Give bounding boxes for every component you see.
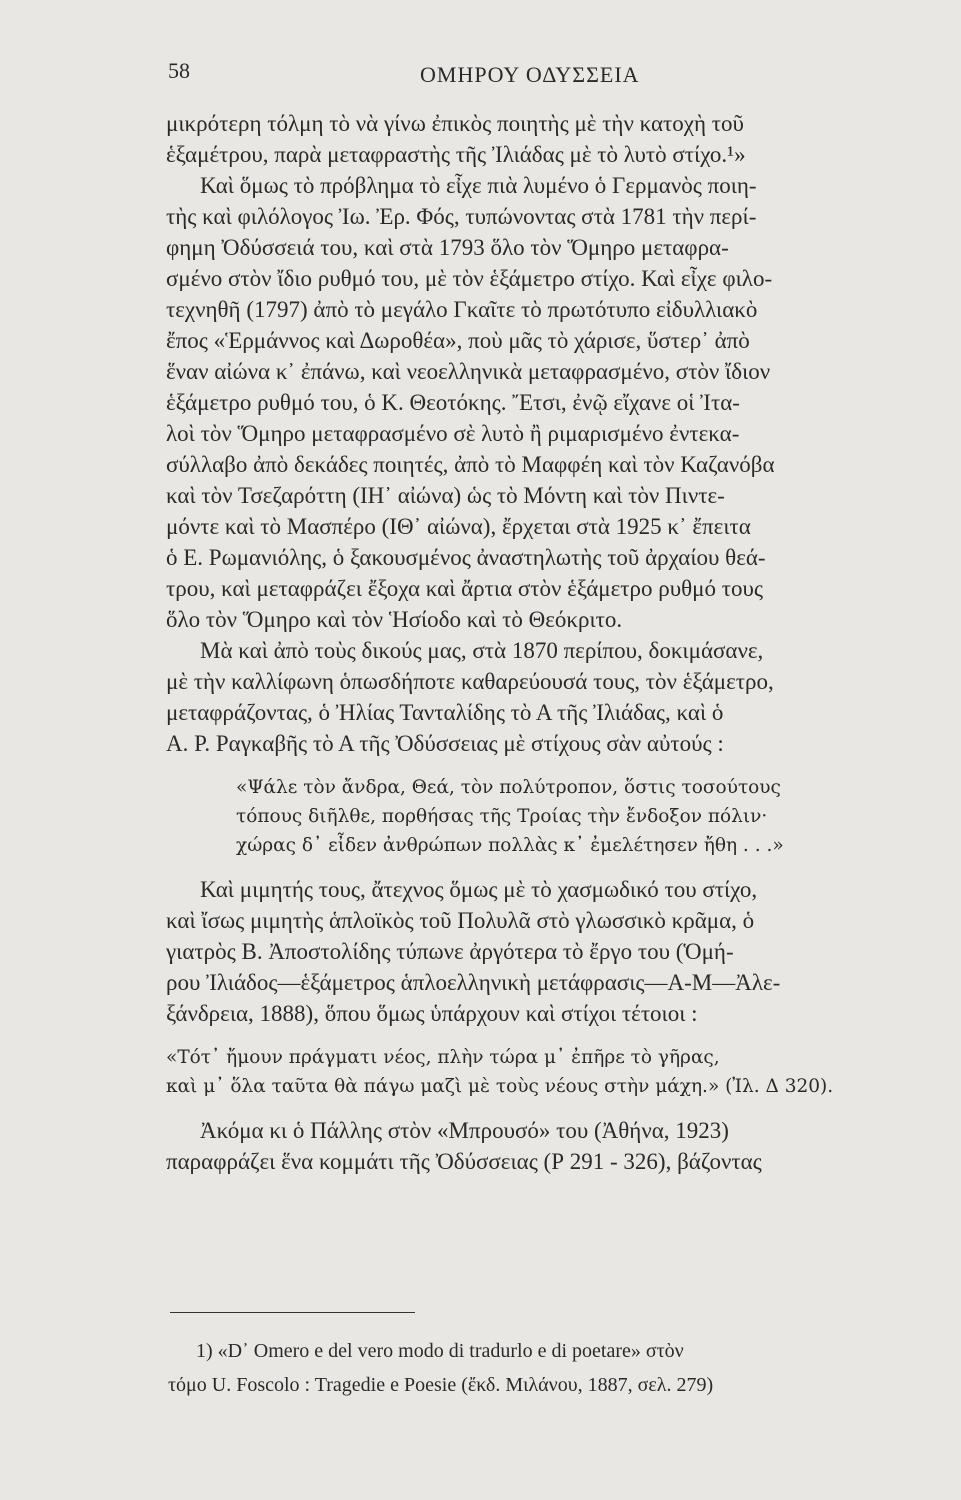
paragraph-4	[166, 874, 931, 1029]
page-number: 58	[168, 58, 190, 83]
text-line: μικρότερη τόλμη τὸ νὰ γίνω ἐπικὸς ποιητὴς μὲ τὴν κατοχὴ τοῦ	[166, 111, 744, 136]
spacer	[166, 759, 931, 773]
text-line: παραφράζει ἕνα κομμάτι τῆς Ὀδύσσειας (Ρ 291 - 326), βάζοντας	[166, 1149, 762, 1174]
spacer	[166, 1101, 931, 1115]
text-line: μόντε καὶ τὸ Μασπέρο (ΙΘ᾽ αἰώνα), ἔρχεται στὰ 1925 κ᾽ ἔπειτα	[166, 514, 751, 539]
text-line: Ἀκόμα κι ὁ Πάλλης στὸν «Μπρουσό» του (Ἀθήνα, 1923)	[200, 1118, 729, 1143]
footnote-divider	[170, 1312, 415, 1313]
text-line: ξάνδρεια, 1888), ὅπου ὅμως ὑπάρχουν καὶ στίχοι τέτοιοι :	[166, 1001, 698, 1026]
text-line: μὲ τὴν καλλίφωνη ὁπωσδήποτε καθαρεύουσά τους, τὸν ἑξάμετρο,	[166, 669, 774, 694]
text-line: ἑξαμέτρου, παρὰ μεταφραστὴς τῆς Ἰλιάδας μὲ τὸ λυτὸ στίχο.¹»	[166, 142, 746, 167]
footnote	[168, 1334, 933, 1402]
verse-line: «Ψάλε τὸν ἄνδρα, Θεά, τὸν πολύτροπον, ὅστις τοσούτους	[236, 777, 781, 798]
text-line: ἕναν αἰώνα κ᾽ ἐπάνω, καὶ νεοελληνικὰ μεταφρασμένο, στὸν ἴδιον	[166, 359, 771, 384]
paragraph-2	[166, 170, 931, 635]
verse-line: «Τότ᾽ ἤμουν πράγματι νέος, πλὴν τώρα μ᾽ ἐπῆρε τὸ γῆρας,	[166, 1047, 720, 1068]
text-line: Α. Ρ. Ραγκαβῆς τὸ Α τῆς Ὀδύσσειας μὲ στίχους σὰν αὐτούς :	[166, 731, 724, 756]
footnote-line: 1) «D᾽ Omero e del vero modo di tradurlo e di poetare» στὸν	[196, 1340, 684, 1362]
verse-line: χώρας δ᾽ εἶδεν ἀνθρώπων πολλὰς κ᾽ ἐμελέτησεν ἤθη . . .»	[236, 835, 784, 856]
text-line: λοὶ τὸν Ὅμηρο μεταφρασμένο σὲ λυτὸ ἢ ριμαρισμένο ἐντεκα-	[166, 421, 740, 446]
running-title: ΟΜΗΡΟΥ ΟΔΥΣΣΕΙΑ	[420, 62, 640, 87]
paragraph-1	[166, 108, 931, 170]
text-line: Καὶ μιμητής τους, ἄτεχνος ὅμως μὲ τὸ χασμωδικό του στίχο,	[200, 877, 758, 902]
text-line: Καὶ ὅμως τὸ πρόβλημα τὸ εἶχε πιὰ λυμένο ὁ Γερμανὸς ποιη-	[200, 173, 757, 198]
paragraph-5	[166, 1115, 931, 1177]
paragraph-3	[166, 635, 931, 759]
text-line: μεταφράζοντας, ὁ Ἠλίας Τανταλίδης τὸ Α τῆς Ἰλιάδας, καὶ ὁ	[166, 700, 724, 725]
body-text	[166, 108, 931, 1177]
spacer	[166, 860, 931, 874]
text-line: ὅλο τὸν Ὅμηρο καὶ τὸν Ἡσίοδο καὶ τὸ Θεόκριτο.	[166, 607, 623, 632]
text-line: Μὰ καὶ ἀπὸ τοὺς δικούς μας, στὰ 1870 περίπου, δοκιμάσανε,	[200, 638, 764, 663]
text-line: ὁ Ε. Ρωμανιόλης, ὁ ξακουσμένος ἀναστηλωτὴς τοῦ ἀρχαίου θεά-	[166, 545, 766, 570]
text-line: σμένο στὸν ἴδιο ρυθμό του, μὲ τὸν ἑξάμετρο στίχο. Καὶ εἶχε φιλο-	[166, 266, 773, 291]
text-line: τὴς καὶ φιλόλογος Ἰω. Ἐρ. Φός, τυπώνοντας στὰ 1781 τὴν περί-	[166, 204, 757, 229]
footnote-line: τόμο U. Foscolo : Tragedie e Poesie (ἔκδ. Μιλάνου, 1887, σελ. 279)	[168, 1374, 714, 1396]
verse-line: τόπους διῆλθε, πορθήσας τῆς Τροίας τὴν ἔνδοξον πόλιν·	[236, 806, 768, 827]
text-line: φημη Ὀδύσσειά του, καὶ στὰ 1793 ὅλο τὸν Ὅμηρο μεταφρα-	[166, 235, 729, 260]
spacer	[166, 1029, 931, 1043]
verse-quote-1	[236, 773, 931, 860]
text-line: ἑξάμετρο ρυθμό του, ὁ Κ. Θεοτόκης. Ἔτσι, ἐνῷ εἴχανε οἱ Ἰτα-	[166, 390, 740, 415]
text-line: γιατρὸς Β. Ἀποστολίδης τύπωνε ἀργότερα τὸ ἔργο του (Ὁμή-	[166, 939, 734, 964]
verse-quote-2	[166, 1043, 931, 1101]
text-line: ἔπος «Ἑρμάννος καὶ Δωροθέα», ποὺ μᾶς τὸ χάρισε, ὕστερ᾽ ἀπὸ	[166, 328, 750, 353]
text-line: καὶ τὸν Τσεζαρόττη (ΙΗ᾽ αἰώνα) ὡς τὸ Μόντη καὶ τὸν Πιντε-	[166, 483, 725, 508]
text-line: τρου, καὶ μεταφράζει ἔξοχα καὶ ἄρτια στὸν ἑξάμετρο ρυθμό τους	[166, 576, 763, 601]
text-line: ρου Ἰλιάδος—ἑξάμετρος ἁπλοελληνικὴ μετάφρασις—Α-Μ—Ἀλε-	[166, 970, 781, 995]
text-line: σύλλαβο ἀπὸ δεκάδες ποιητές, ἀπὸ τὸ Μαφφέη καὶ τὸν Καζανόβα	[166, 452, 775, 477]
verse-line: καὶ μ᾽ ὅλα ταῦτα θὰ πάγω μαζὶ μὲ τοὺς νέους στὴν μάχη.» (Ἰλ. Δ 320).	[166, 1076, 834, 1097]
text-line: τεχνηθῆ (1797) ἀπὸ τὸ μεγάλο Γκαῖτε τὸ πρωτότυπο εἰδυλλιακὸ	[166, 297, 758, 322]
text-line: καὶ ἴσως μιμητὴς ἁπλοϊκὸς τοῦ Πολυλᾶ στὸ γλωσσικὸ κρᾶμα, ὁ	[166, 908, 755, 933]
